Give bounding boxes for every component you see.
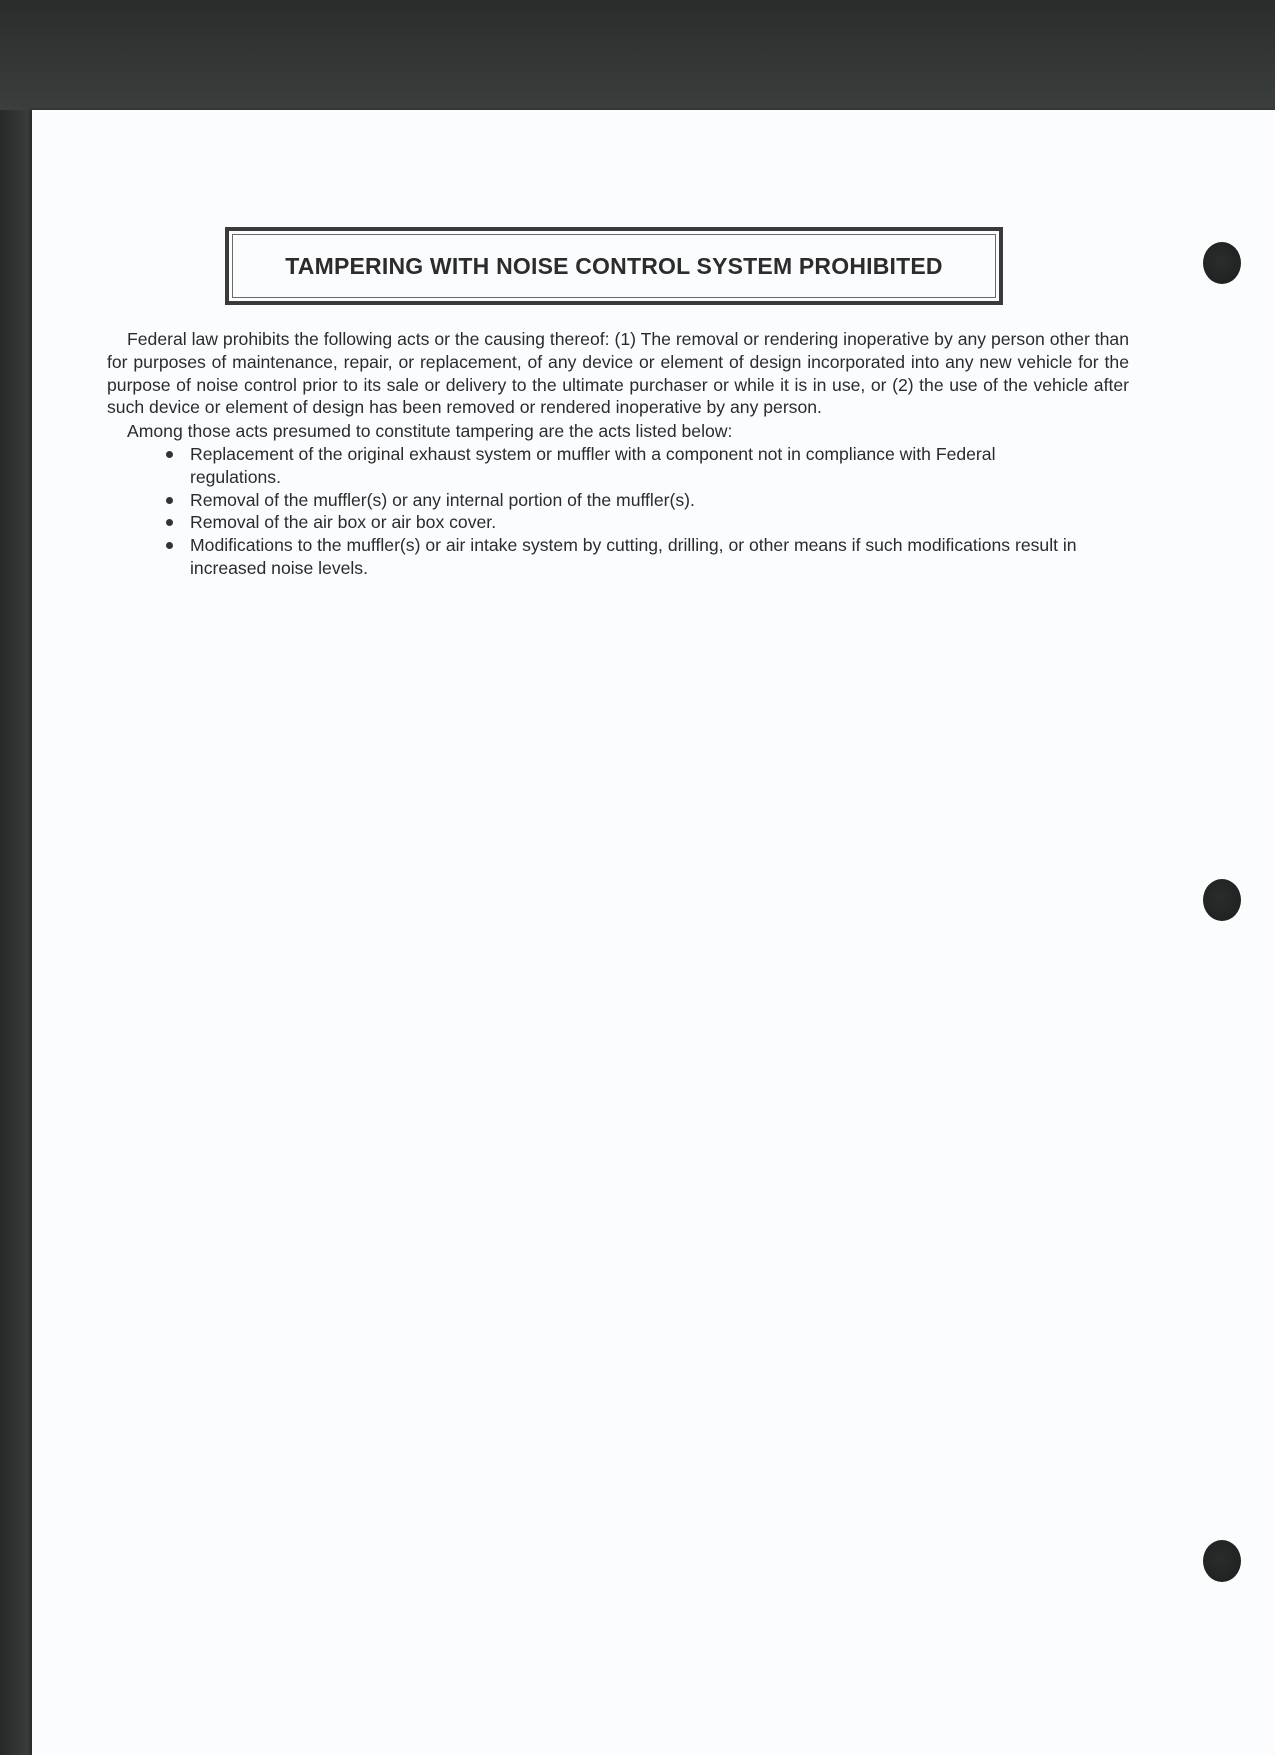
bullet-icon: [166, 497, 173, 504]
list-item: [165, 489, 1080, 512]
bullet-icon: [166, 519, 173, 526]
binder-hole-bottom: [1203, 1540, 1241, 1582]
list-item-text: Replacement of the original exhaust system or muffler with a component not in compliance with Federal regulations.: [190, 444, 996, 487]
list-item-text: Modifications to the muffler(s) or air intake system by cutting, drilling, or other means if such modifications result in increased noise levels.: [190, 535, 1077, 578]
document-title: TAMPERING WITH NOISE CONTROL SYSTEM PROHIBITED: [285, 252, 943, 279]
list-item: [165, 534, 1080, 580]
title-box: [225, 227, 1003, 305]
tampering-acts-list: [165, 443, 1080, 580]
list-item-text: Removal of the air box or air box cover.: [190, 512, 497, 533]
scanner-background-top: [0, 0, 1275, 110]
binder-hole-middle: [1203, 879, 1241, 921]
tampering-intro: Among those acts presumed to constitute tampering are the acts listed below:: [127, 421, 733, 441]
list-item: [165, 443, 1080, 489]
list-item-text: Removal of the muffler(s) or any internal portion of the muffler(s).: [190, 489, 695, 510]
binder-hole-top: [1203, 242, 1241, 284]
list-item: [165, 511, 1080, 534]
law-paragraph: Federal law prohibits the following acts or the causing thereof: (1) The removal or rendering inoperative by any person other than for purposes of maintenance, repair, or replacement, of any device or element of design incorporated into any new vehicle for the purpose of noise control prior to its sale or delivery to the ultimate purchaser or while it is in use, or (2) the use of the vehicle after such device or element of design has been removed or rendered inoperative by any person.: [107, 329, 1129, 418]
bullet-icon: [166, 542, 173, 549]
bullet-icon: [166, 451, 173, 458]
scanner-background-left: [0, 110, 32, 1755]
